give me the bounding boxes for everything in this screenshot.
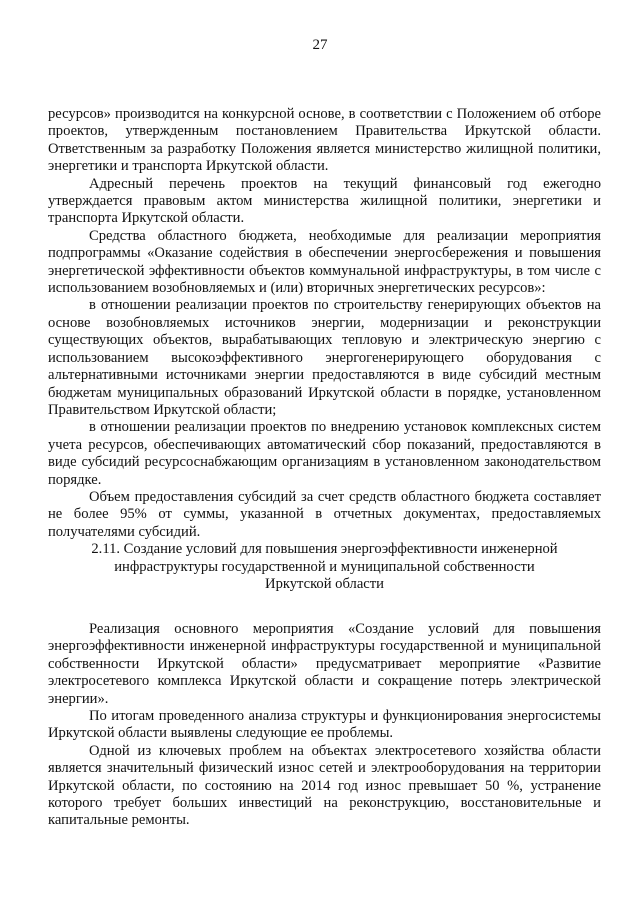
section-heading-line: Иркутской области xyxy=(265,576,384,593)
paragraph: в отношении реализации проектов по строительству генерирующих объектов на основе возобновляемых источников энергии, модернизации и реконструкции существующих объектов, вырабатывающих тепловую и электрическую энергию с использованием высокоэффективного энергогенерирующего оборудования с альтернативными источниками энергии предоставляются в виде субсидий местным бюджетам муниципальных образований Иркутской области в порядке, установленном Правительством Иркутской области; xyxy=(48,297,601,418)
paragraph: ресурсов» производится на конкурсной основе, в соответствии с Положением об отборе проектов, утвержденным постановлением Правительства Иркутской области. Ответственным за разработку Положения является министерство жилищной политики, энергетики и транспорта Иркутской области. xyxy=(48,106,601,175)
section-heading-line: 2.11. Создание условий для повышения энергоэффективности инженерной xyxy=(91,541,558,558)
paragraph: Реализация основного мероприятия «Создание условий для повышения энергоэффективности инженерной инфраструктуры государственной и муниципальной собственности Иркутской области» предусматривает мероприятие «Развитие электросетевого комплекса Иркутской области и сокращение потерь электрической энергии». xyxy=(48,620,601,707)
section-heading xyxy=(48,541,601,594)
section-heading-line: инфраструктуры государственной и муниципальной собственности xyxy=(114,558,535,575)
body-text xyxy=(48,106,601,830)
paragraph: По итогам проведенного анализа структуры и функционирования энергосистемы Иркутской области выявлены следующие ее проблемы. xyxy=(48,707,601,742)
paragraph: Объем предоставления субсидий за счет средств областного бюджета составляет не более 95% от суммы, указанной в отчетных документах, предоставляемых получателями субсидий. xyxy=(48,488,601,540)
paragraph: Одной из ключевых проблем на объектах электросетевого хозяйства области является значительный физический износ сетей и электрооборудования на территории Иркутской области, по состоянию на 2014 год износ превышает 50 %, устранение которого требует больших инвестиций на реконструкцию, восстановительные и капитальные ремонты. xyxy=(48,742,601,829)
paragraph: Средства областного бюджета, необходимые для реализации мероприятия подпрограммы «Оказание содействия в обеспечении энергосбережения и повышения энергетической эффективности объектов коммунальной инфраструктуры, в том числе с использованием возобновляемых и (или) вторичных энергетических ресурсов»: xyxy=(48,227,601,297)
page-number: 27 xyxy=(312,37,328,53)
spacer xyxy=(48,594,601,621)
paragraph: Адресный перечень проектов на текущий финансовый год ежегодно утверждается правовым актом министерства жилищной политики, энергетики и транспорта Иркутской области. xyxy=(48,175,601,227)
paragraph: в отношении реализации проектов по внедрению установок комплексных систем учета ресурсов, обеспечивающих автоматический сбор показаний, предоставляются в виде субсидий ресурсоснабжающим организациям в установленном законодательством порядке. xyxy=(48,419,601,488)
